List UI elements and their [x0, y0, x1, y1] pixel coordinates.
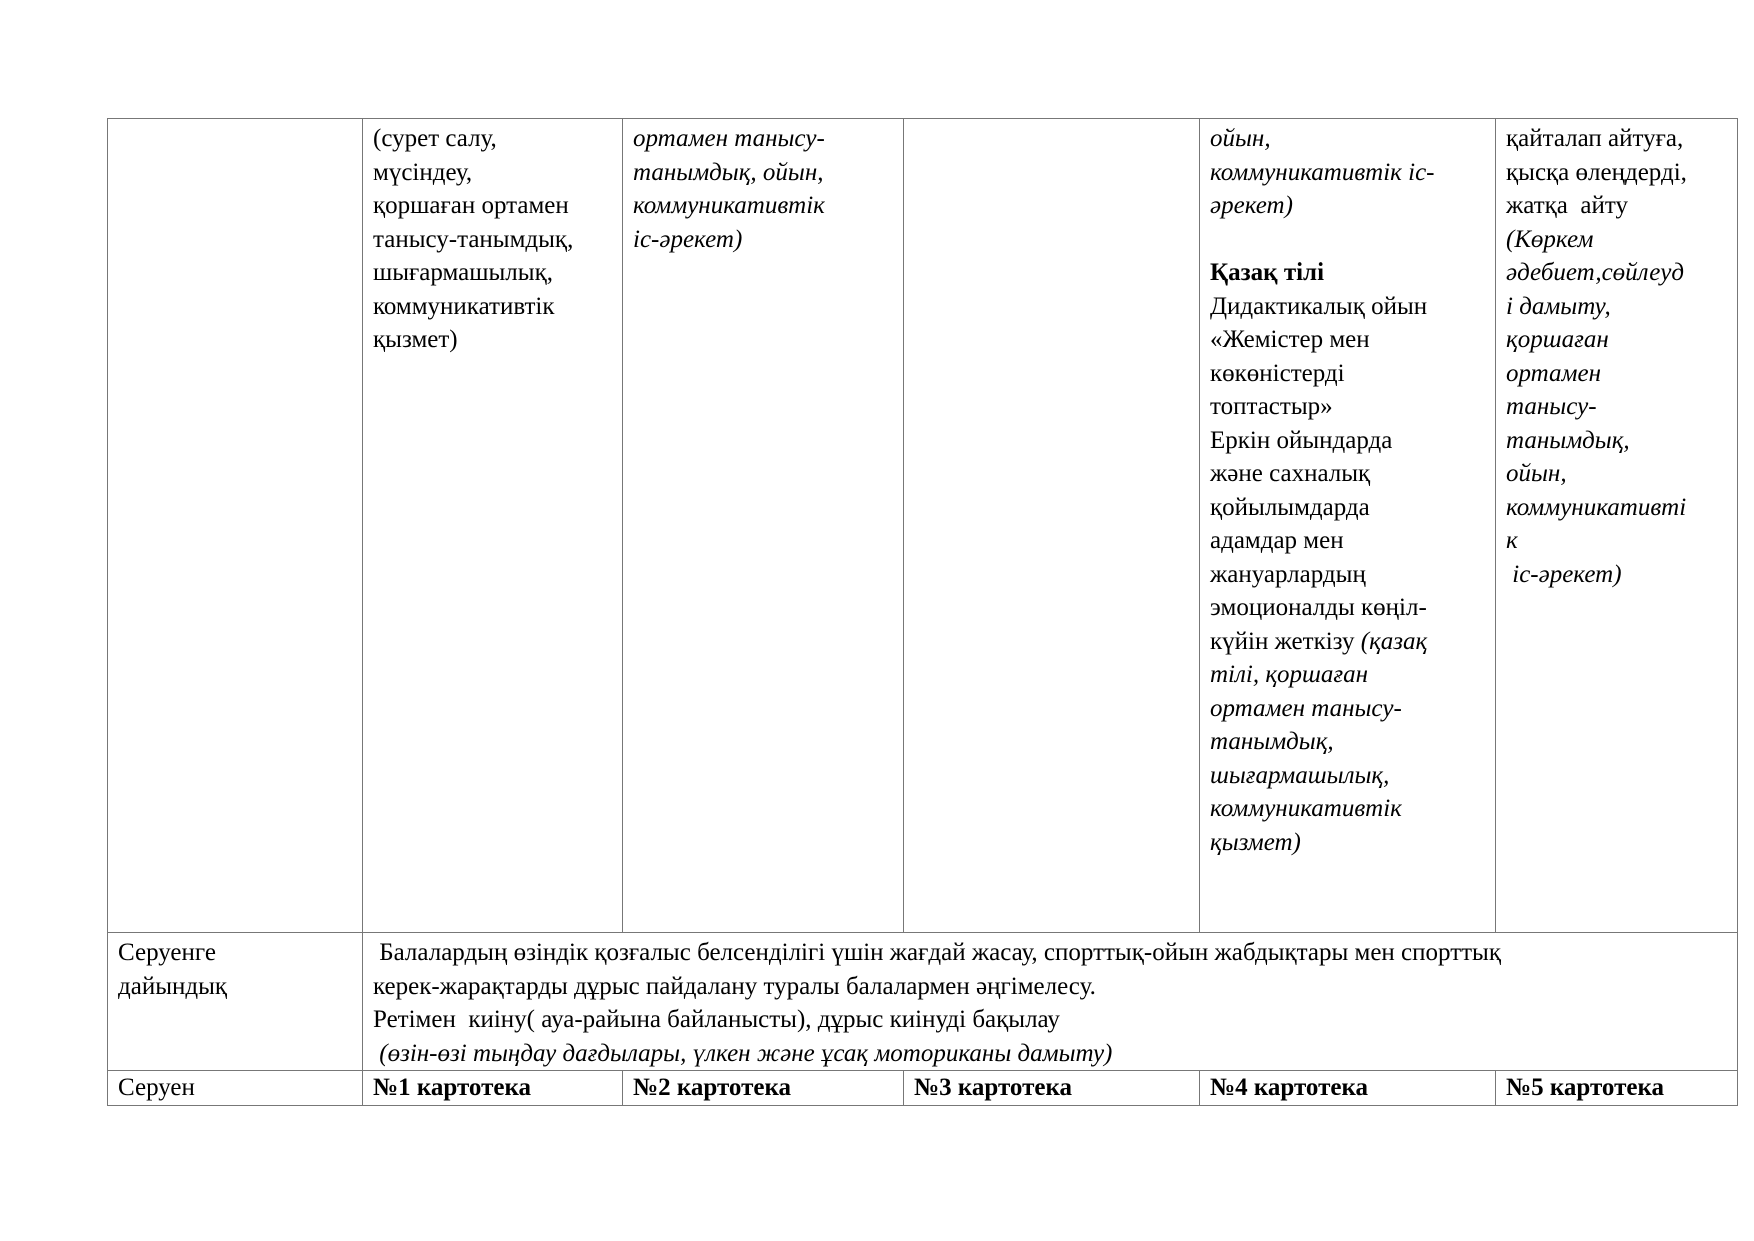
col2-text-line: танысу-танымдық, — [373, 225, 574, 253]
cell-col5-activities — [1200, 119, 1496, 933]
col6-italic-line: іс-әрекет) — [1506, 560, 1622, 588]
col6-italic-line: қоршаған — [1506, 326, 1609, 353]
col6-text-line: жатқа айту — [1506, 192, 1628, 219]
col5-body-line: «Жемістер мен — [1210, 326, 1370, 353]
col5-italic-line: коммуникативтік — [1210, 795, 1402, 822]
walk-preparation-label-line: дайындық — [118, 972, 228, 1000]
walk-preparation-line: Ретімен киіну( ауа-райына байланысты), дұрыс киінуді бақылау — [373, 1006, 1060, 1033]
walk-preparation-skills: (өзін-өзі тыңдау дағдылары, үлкен және ұсақ моториканы дамыту) — [373, 1039, 1113, 1067]
col5-mixed-italic: (қазақ — [1360, 627, 1428, 655]
col6-italic-line: ойын, — [1506, 460, 1567, 487]
col5-body-line: жануарлардың — [1210, 560, 1366, 588]
col6-italic-line: әдебиет,сөйлеуд — [1506, 259, 1684, 286]
cell-row-label-empty — [108, 119, 363, 933]
col2-text-line: шығармашылық, — [373, 259, 553, 286]
col5-italic-line: тілі, қоршаған — [1210, 661, 1369, 688]
col6-italic-line: і дамыту, — [1506, 292, 1611, 320]
col5-body-line: адамдар мен — [1210, 527, 1344, 554]
col6-italic-line: танымдық, — [1506, 426, 1630, 454]
col6-italic-line: к — [1506, 527, 1518, 554]
col5-body-line: Еркін ойындарда — [1210, 426, 1393, 454]
col6-normal-text — [1506, 122, 1727, 223]
cell-card-2: №2 картотека — [623, 1071, 904, 1106]
col5-italic-line: танымдық, — [1210, 728, 1334, 755]
cell-walk-preparation-content — [363, 933, 1738, 1071]
col2-text-line: қызмет) — [373, 326, 458, 353]
col6-italic-line: танысу- — [1506, 393, 1597, 420]
cell-card-5: №5 картотека — [1496, 1071, 1738, 1106]
table-row-activities — [108, 119, 1738, 933]
cell-walk-preparation-label — [108, 933, 363, 1071]
col2-text-line: (сурет салу, — [373, 125, 497, 152]
col6-italic-line: коммуникативті — [1506, 493, 1687, 521]
col2-text-line: мүсіндеу, — [373, 158, 473, 186]
col5-intro-line: ойын, — [1210, 125, 1271, 152]
col5-body-line: көкөністерді — [1210, 359, 1345, 387]
col5-intro-text — [1210, 122, 1485, 223]
col3-text-line: коммуникативтік — [633, 192, 825, 219]
col3-text-line: іс-әрекет) — [633, 225, 743, 253]
col3-text-line: танымдық, ойын, — [633, 158, 824, 186]
col5-italic-line: ортамен танысу- — [1210, 694, 1402, 722]
col5-italic-line: шығармашылық, — [1210, 761, 1390, 789]
col6-italic-text — [1506, 223, 1727, 592]
cell-card-1: №1 картотека — [363, 1071, 623, 1106]
cell-col4-empty — [904, 119, 1200, 933]
table-row-walk-preparation — [108, 933, 1738, 1071]
col5-body-line: Дидактикалық ойын — [1210, 292, 1428, 320]
col5-intro-line: коммуникативтік іс- — [1210, 158, 1435, 186]
walk-preparation-line: керек-жарақтарды дұрыс пайдалану туралы балалармен әңгімелесу. — [373, 972, 1096, 1000]
plan-table — [107, 118, 1738, 1106]
col6-italic-line: ортамен — [1506, 359, 1601, 387]
col2-text-line: коммуникативтік — [373, 292, 555, 320]
col3-text-line: ортамен танысу- — [633, 125, 825, 152]
col5-body-line: эмоционалды көңіл- — [1210, 594, 1427, 621]
col5-mixed-line — [1210, 625, 1485, 659]
cell-col6-activities — [1496, 119, 1738, 933]
col2-text-line: қоршаған ортамен — [373, 192, 569, 219]
cell-col3-activities — [623, 119, 904, 933]
col5-italic-text — [1210, 658, 1485, 859]
col5-body-text — [1210, 290, 1485, 625]
col5-body-line: топтастыр» — [1210, 393, 1333, 420]
kazakh-language-heading: Қазақ тілі — [1210, 259, 1325, 286]
cell-col2-activities — [363, 119, 623, 933]
col6-italic-line: (Көркем — [1506, 225, 1594, 253]
cell-walk-label: Серуен — [108, 1071, 363, 1106]
col5-body-line: қойылымдарда — [1210, 493, 1370, 521]
col5-italic-line: қызмет) — [1210, 828, 1301, 856]
walk-preparation-label-line: Серуенге — [118, 939, 216, 966]
walk-preparation-line: Балалардың өзіндік қозғалыс белсенділігі үшін жағдай жасау, спорттық-ойын жабдықтары мен спорттық — [373, 939, 1501, 966]
col6-text-line: қысқа өлеңдерді, — [1506, 158, 1687, 186]
walk-preparation-text — [373, 936, 1727, 1037]
cell-card-3: №3 картотека — [904, 1071, 1200, 1106]
cell-card-4: №4 картотека — [1200, 1071, 1496, 1106]
table-row-walk — [108, 1071, 1738, 1106]
col5-mixed-normal: күйін жеткізу — [1210, 627, 1361, 655]
col5-body-line: және сахналық — [1210, 460, 1371, 487]
col6-text-line: қайталап айтуға, — [1506, 125, 1684, 152]
col5-intro-line: әрекет) — [1210, 192, 1293, 219]
